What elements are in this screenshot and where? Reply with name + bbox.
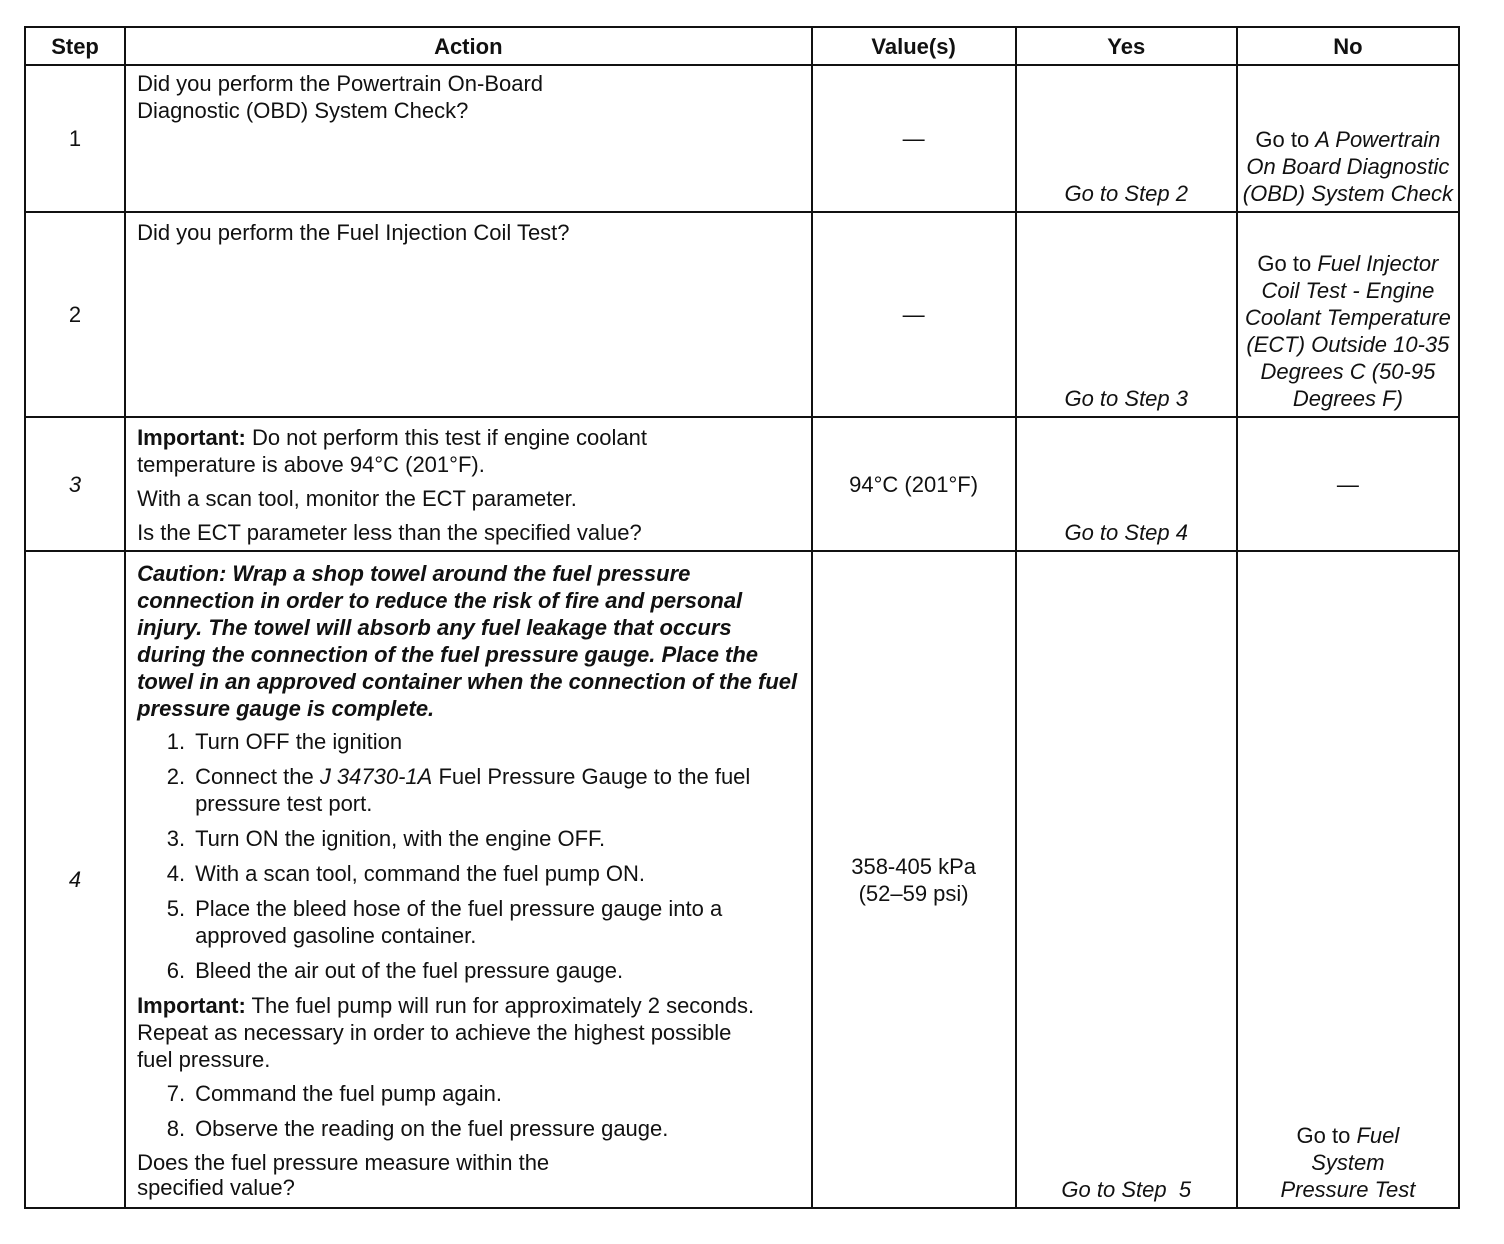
table-row xyxy=(25,417,1459,551)
list-text xyxy=(195,895,798,949)
list-number: 4. xyxy=(166,861,186,886)
no-cell xyxy=(1237,551,1459,1208)
no-cell: — xyxy=(1237,417,1459,551)
diagnostic-table xyxy=(24,26,1460,1209)
list-text: Observe the reading on the fuel pressure gauge. xyxy=(195,1116,669,1141)
step-number: 4 xyxy=(25,551,125,1208)
important-text: The fuel pump will run for approximately 2 seconds. Repeat as necessary in order to achieve the highest possible fuel pressure. xyxy=(137,993,755,1072)
important-label: Important: xyxy=(137,425,246,450)
no-prefix: Go to xyxy=(1255,127,1316,152)
header-yes: Yes xyxy=(1016,27,1237,65)
list-item xyxy=(137,860,798,887)
list-text xyxy=(195,957,798,984)
list-number: 3. xyxy=(166,826,186,851)
procedure-list-b xyxy=(137,1080,798,1142)
header-action: Action xyxy=(125,27,811,65)
list-item xyxy=(137,728,798,755)
action-cell xyxy=(125,417,811,551)
yes-cell xyxy=(1016,65,1237,212)
important-note xyxy=(137,424,798,478)
yes-link[interactable]: Go to Step 5 xyxy=(1061,1177,1192,1202)
step-number: 3 xyxy=(25,417,125,551)
header-no: No xyxy=(1237,27,1459,65)
list-item xyxy=(137,957,798,984)
value-cell: 94°C (201°F) xyxy=(812,417,1016,551)
yes-cell xyxy=(1016,551,1237,1208)
action-cell xyxy=(125,551,811,1208)
yes-cell xyxy=(1016,212,1237,417)
list-text-pre: Connect the xyxy=(195,764,320,789)
yes-link[interactable]: Go to Step 3 xyxy=(1064,386,1188,411)
no-prefix: Go to xyxy=(1296,1123,1357,1148)
caution-note: Caution: Wrap a shop towel around the fuel pressure connection in order to reduce the risk of fire and personal injury. The towel will absorb any fuel leakage that occurs during the connection of the fuel pressure gauge. Place the towel in an approved container when the connection of the fuel pressure gauge is complete. xyxy=(137,561,798,721)
list-text-pre: Turn OFF the ignition xyxy=(195,729,403,754)
no-link[interactable] xyxy=(1238,250,1458,416)
list-text xyxy=(195,728,798,755)
value-cell: — xyxy=(812,212,1016,417)
important-text: Do not perform this test if engine coolant temperature is above 94°C (201°F). xyxy=(137,425,647,477)
value-cell xyxy=(812,551,1016,1208)
list-text-pre: Place the bleed hose of the fuel pressure gauge into a approved gasoline container. xyxy=(195,896,723,948)
no-link[interactable] xyxy=(1238,126,1458,211)
table-row xyxy=(25,212,1459,417)
action-text: Did you perform the Powertrain On-Board Diagnostic (OBD) System Check? xyxy=(137,71,544,123)
important-label: Important: xyxy=(137,993,246,1018)
header-values: Value(s) xyxy=(812,27,1016,65)
list-text xyxy=(195,763,798,817)
list-item xyxy=(137,825,798,852)
step-number: 1 xyxy=(25,65,125,212)
list-number: 6. xyxy=(166,958,186,983)
action-cell xyxy=(125,212,811,417)
list-number: 8. xyxy=(166,1116,186,1141)
list-text-pre: With a scan tool, command the fuel pump ON. xyxy=(195,861,646,886)
procedure-list-a xyxy=(137,728,798,984)
list-number: 1. xyxy=(166,729,186,754)
action-text: With a scan tool, monitor the ECT parameter. xyxy=(137,486,577,511)
list-item xyxy=(137,1115,798,1142)
value-line-2: (52–59 psi) xyxy=(858,880,969,906)
action-cell xyxy=(125,65,811,212)
list-text xyxy=(195,860,798,887)
header-step: Step xyxy=(25,27,125,65)
no-cell xyxy=(1237,212,1459,417)
no-link-title: Fuel Injector Coil Test - Engine Coolant Temperature (ECT) Outside 10-35 Degrees C (50-95 Degrees F) xyxy=(1244,251,1451,411)
action-question: Does the fuel pressure measure within the specified value? xyxy=(137,1150,550,1200)
list-text-post: Fuel Pressure Gauge to the fuel pressure test port. xyxy=(195,764,751,816)
important-note xyxy=(137,992,798,1073)
tool-reference[interactable]: J 34730-1A xyxy=(319,764,433,789)
list-number: 2. xyxy=(166,764,186,789)
no-link-title: A Powertrain On Board Diagnostic (OBD) System Check xyxy=(1242,127,1454,206)
list-text: Command the fuel pump again. xyxy=(195,1081,503,1106)
no-link-title: Fuel System Pressure Test xyxy=(1280,1123,1416,1202)
list-item xyxy=(137,895,798,949)
no-prefix: Go to xyxy=(1257,251,1318,276)
list-item xyxy=(137,1080,798,1107)
list-item xyxy=(137,763,798,817)
action-text: Did you perform the Fuel Injection Coil Test? xyxy=(137,220,570,245)
step-number: 2 xyxy=(25,212,125,417)
header-row xyxy=(25,27,1459,65)
list-text xyxy=(195,825,798,852)
value-cell: — xyxy=(812,65,1016,212)
list-text-pre: Turn ON the ignition, with the engine OFF. xyxy=(195,826,606,851)
no-link[interactable] xyxy=(1238,1122,1458,1207)
yes-link[interactable]: Go to Step 2 xyxy=(1064,181,1188,206)
table-row xyxy=(25,65,1459,212)
yes-cell xyxy=(1016,417,1237,551)
list-number: 5. xyxy=(166,896,186,921)
action-question: Is the ECT parameter less than the specified value? xyxy=(137,520,642,545)
value-line-1: 358-405 kPa xyxy=(851,853,976,879)
yes-link[interactable]: Go to Step 4 xyxy=(1064,520,1188,545)
list-number: 7. xyxy=(166,1081,186,1106)
table-row xyxy=(25,551,1459,1208)
list-text-pre: Bleed the air out of the fuel pressure gauge. xyxy=(195,958,624,983)
no-cell xyxy=(1237,65,1459,212)
